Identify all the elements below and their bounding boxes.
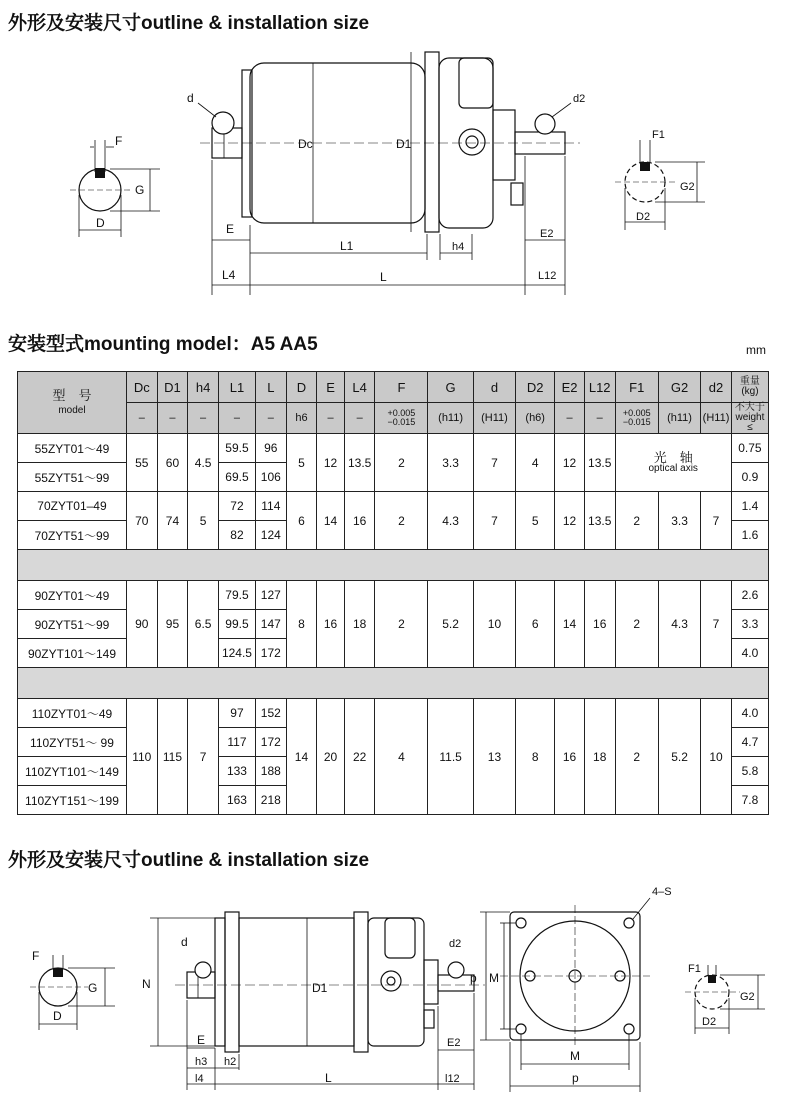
table-row: 70ZYT51～99 82 124 1.6	[18, 521, 769, 550]
outline-heading-bottom: 外形及安装尺寸outline & installation size	[8, 850, 370, 871]
dim2-l4: l4	[195, 1073, 204, 1085]
dim2-h2: h2	[224, 1056, 237, 1068]
dim-h4: h4	[452, 241, 465, 253]
dim2-h3: h3	[195, 1056, 208, 1068]
dim-L1: L1	[340, 239, 354, 253]
dim2-p-vertical: p	[470, 971, 477, 985]
dim2-F: F	[32, 949, 40, 963]
dim2-D2: D2	[702, 1016, 717, 1028]
dim-F: F	[115, 134, 123, 148]
col-d2: d2	[701, 372, 732, 403]
mounting-model-heading: 安装型式mounting model：A5 AA5	[8, 334, 318, 355]
dim2-G2: G2	[740, 991, 755, 1003]
model-header: 型 号 model	[18, 372, 127, 434]
table-row: 110ZYT51～ 99 117 172 4.7	[18, 728, 769, 757]
col-D: D	[286, 372, 317, 403]
dim2-D: D	[53, 1009, 62, 1023]
outline-heading-top: 外形及安装尺寸outline & installation size	[8, 13, 370, 34]
dim-F1: F1	[652, 129, 665, 141]
outline-drawing-a5	[0, 32, 800, 300]
dim2-p: p	[572, 1071, 579, 1085]
dim-Dc: Dc	[298, 137, 313, 151]
dim2-F1: F1	[688, 963, 701, 975]
dim-d: d	[187, 91, 194, 105]
col-L: L	[255, 372, 286, 403]
spec-table: 型 号 model Dc D1 h4 L1 L D E L4 F G d D2 E2 L12 F1 G2 d2 重量 (kg) – – – – – h6 – – +0.005 −0.015 (h11) (H11) (h6) – – +0.005 −0.015 (h11) (H11) 不大于 weight ≤ 55ZYT01～49 55 60 4.5 59.5 96 5 12 13.5 2 3.3 7 4 12 13.5 光 轴 optical axis 0.75 55ZYT51～99 69.5 106 0.9 70ZYT01–49 70 74 5 72 114 6 14 16 2 4.3 7 5 12 13.5 2 3.3 7 1.4 70ZYT51～99 82 124 1.6 90ZYT01～49 90 95 6.5 79.5 127 8 16 18 2 5.2 10 6 14 16 2 4.3 7 2.6 90ZYT51～99 99.5 147 3.3 90ZYT101～149 124.5 172 4.0 110ZYT01～49 110 115 7 97 152 14 20 22 4 11.5 13 8 16 18 2 5.2 10 4.0 110ZYT51～ 99 117 172 4.7 110ZYT101～149 133 188 5.8 110ZYT151～199 163 218 7.8	[17, 371, 769, 815]
dim2-d2: d2	[449, 938, 462, 950]
col-Dc: Dc	[126, 372, 157, 403]
optical-axis-cell: 光 轴 optical axis	[615, 434, 731, 492]
col-h4: h4	[188, 372, 219, 403]
col-G: G	[428, 372, 473, 403]
dim2-4S: 4–S	[652, 886, 672, 898]
separator-row	[18, 668, 769, 699]
dim-D1: D1	[396, 137, 412, 151]
dim-L: L	[380, 270, 387, 284]
dim-D: D	[96, 216, 105, 230]
dim2-M-vertical: M	[489, 971, 499, 985]
col-L4: L4	[344, 372, 375, 403]
table-row: 90ZYT01～49 90 95 6.5 79.5 127 8 16 18 2 5.2 10 6 14 16 2 4.3 7 2.6	[18, 581, 769, 610]
dim2-l12: l12	[445, 1073, 460, 1085]
outline-drawing-aa5	[0, 870, 800, 1100]
dim-G: G	[135, 183, 145, 197]
col-L1: L1	[218, 372, 255, 403]
col-L12: L12	[584, 372, 615, 403]
col-D1: D1	[157, 372, 188, 403]
col-D2: D2	[516, 372, 555, 403]
col-weight: 重量 (kg)	[731, 372, 768, 403]
dim-G2: G2	[680, 181, 695, 193]
dim-E2: E2	[540, 228, 554, 240]
dim2-E2: E2	[447, 1037, 461, 1049]
dim2-G: G	[88, 981, 98, 995]
table-row: 110ZYT01～49 110 115 7 97 152 14 20 22 4 11.5 13 8 16 18 2 5.2 10 4.0	[18, 699, 769, 728]
col-E2: E2	[555, 372, 585, 403]
table-row: 55ZYT01～49 55 60 4.5 59.5 96 5 12 13.5 2 3.3 7 4 12 13.5 光 轴 optical axis 0.75	[18, 434, 769, 463]
col-d: d	[473, 372, 515, 403]
separator-row	[18, 550, 769, 581]
col-F1: F1	[615, 372, 658, 403]
col-G2: G2	[658, 372, 700, 403]
table-row: 55ZYT51～99 69.5 106 0.9	[18, 463, 769, 492]
dim-D2: D2	[636, 211, 651, 223]
dim2-D1: D1	[312, 981, 328, 995]
dim2-d: d	[181, 935, 188, 949]
table-row: 110ZYT101～149 133 188 5.8	[18, 757, 769, 786]
unit-label: mm	[746, 343, 766, 357]
dim2-M: M	[570, 1049, 580, 1063]
dim-d2: d2	[573, 93, 586, 105]
table-row: 90ZYT51～99 99.5 147 3.3	[18, 610, 769, 639]
dim2-E: E	[197, 1033, 206, 1047]
dim2-L: L	[325, 1071, 332, 1085]
dim2-N: N	[142, 977, 151, 991]
table-row: 90ZYT101～149 124.5 172 4.0	[18, 639, 769, 668]
dim-L4: L4	[222, 268, 236, 282]
table-row: 70ZYT01–49 70 74 5 72 114 6 14 16 2 4.3 7 5 12 13.5 2 3.3 7 1.4	[18, 492, 769, 521]
table-row: 110ZYT151～199 163 218 7.8	[18, 786, 769, 815]
col-E: E	[317, 372, 345, 403]
dim-E: E	[226, 222, 235, 236]
col-F: F	[375, 372, 428, 403]
dim-L12: L12	[538, 270, 557, 282]
